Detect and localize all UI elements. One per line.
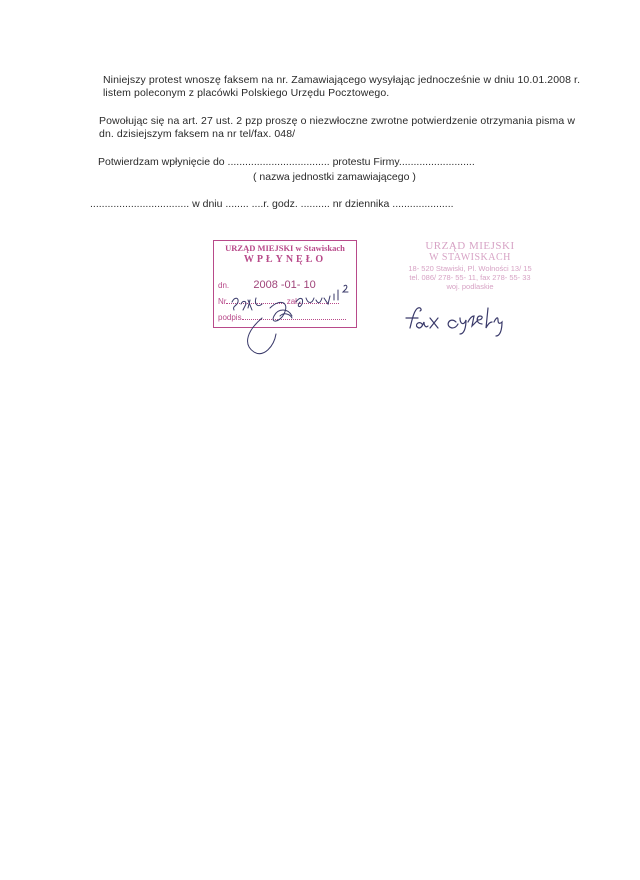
stamp-signature-label: podpis: [218, 313, 242, 322]
registration-line: .................................. w dniu ........ ....r. godz. .......... nr dziennika .....................: [90, 198, 454, 210]
stamp-date-label: dn.: [218, 281, 230, 290]
stamp-received-label: WPŁYNĘŁO: [243, 254, 327, 265]
stamp-office-name: URZĄD MIEJSKI w Stawiskach: [225, 243, 345, 253]
office-name-line1: URZĄD MIEJSKI: [425, 240, 515, 252]
awarding-entity-hint: ( nazwa jednostki zamawiającego ): [253, 171, 416, 183]
stamp-number-label: Nr: [218, 297, 227, 306]
office-region: woj. podlaskie: [446, 282, 494, 291]
confirmation-request-paragraph: Powołując się na art. 27 ust. 2 pzp proszę o niezwłoczne zwrotne potwierdzenie otrzymania pisma w dn. dzisiejszym faksem na nr tel/fax. 048/: [99, 115, 576, 140]
protest-paragraph: Niniejszy protest wnoszę faksem na nr. Zamawiającego wysyłając jednocześnie w dniu 10.01.2008 r. listem poleconym z placówki Polskiego Urzędu Pocztowego.: [103, 74, 581, 99]
handwritten-stamp-entries: [210, 264, 370, 354]
office-address: 18- 520 Stawiski, Pl. Wolności 13/ 15: [408, 264, 532, 273]
office-phone: tel. 086/ 278- 55- 11, fax 278- 55- 33: [409, 273, 531, 282]
stamp-date-value: 2008 -01- 10: [253, 279, 316, 291]
receipt-confirmation-line: Potwierdzam wpłynięcie do ................................... protestu Firmy..........................: [98, 156, 475, 168]
fax-signature-handwriting: [402, 300, 542, 340]
office-name-line2: W STAWISKACH: [429, 252, 511, 263]
stamp-attachments-label: zał.: [286, 297, 300, 306]
office-header-stamp: [390, 240, 550, 291]
